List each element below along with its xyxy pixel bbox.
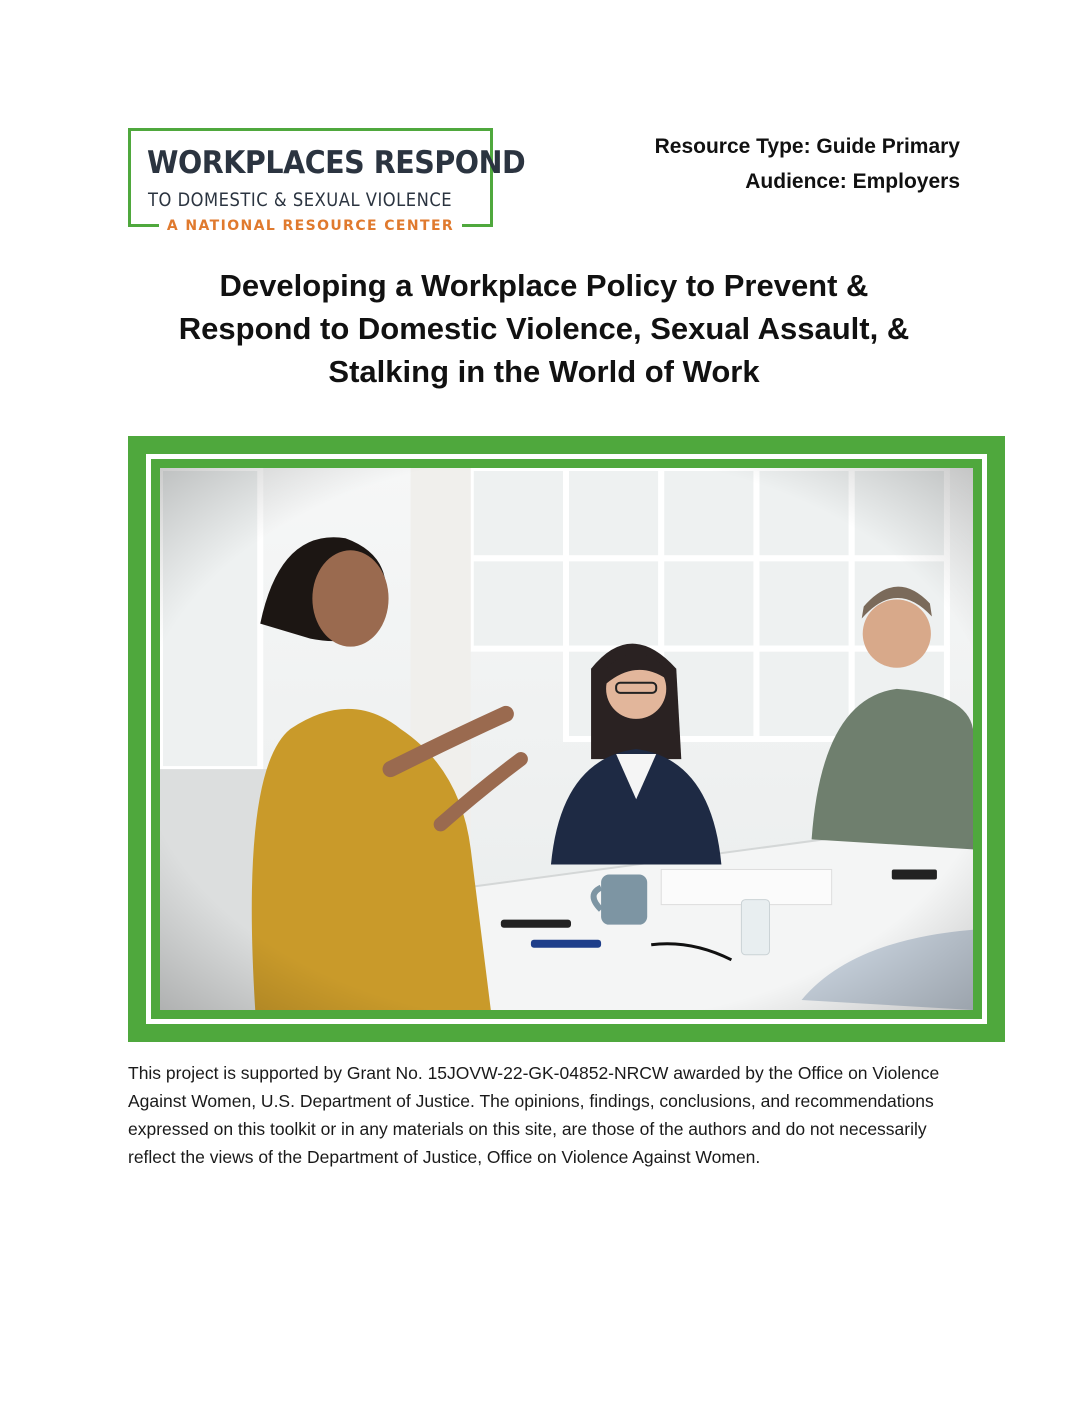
resource-audience: Audience: Employers xyxy=(745,170,960,193)
resource-info xyxy=(655,129,960,199)
resource-type: Resource Type: Guide Primary xyxy=(654,135,960,158)
organization-logo xyxy=(128,128,526,234)
title-line-2: Respond to Domestic Violence, Sexual Assault, & xyxy=(178,311,910,346)
photo-frame xyxy=(128,436,1005,1042)
funding-disclaimer: This project is supported by Grant No. 15JOVW-22-GK-04852-NRCW awarded by the Office on Violence Against Women, U.S. Department of Justice. The opinions, findings, conclusions, and recommendations expressed on this toolkit or in any materials on this site, are those of the authors and do not necessarily reflect the views of the Department of Justice, Office on Violence Against Women. xyxy=(128,1063,940,1167)
document-title xyxy=(120,264,968,393)
logo-subtitle: TO DOMESTIC & SEXUAL VIOLENCE xyxy=(148,189,453,211)
logo-tagline: A NATIONAL RESOURCE CENTER xyxy=(159,218,462,234)
title-line-1: Developing a Workplace Policy to Prevent & xyxy=(219,268,869,303)
meeting-illustration xyxy=(160,468,973,1010)
title-line-3: Stalking in the World of Work xyxy=(328,354,760,389)
logo-tagline-wrap xyxy=(131,217,490,235)
logo-title: WORKPLACES RESPOND xyxy=(147,145,526,181)
meeting-photo xyxy=(160,468,973,1010)
